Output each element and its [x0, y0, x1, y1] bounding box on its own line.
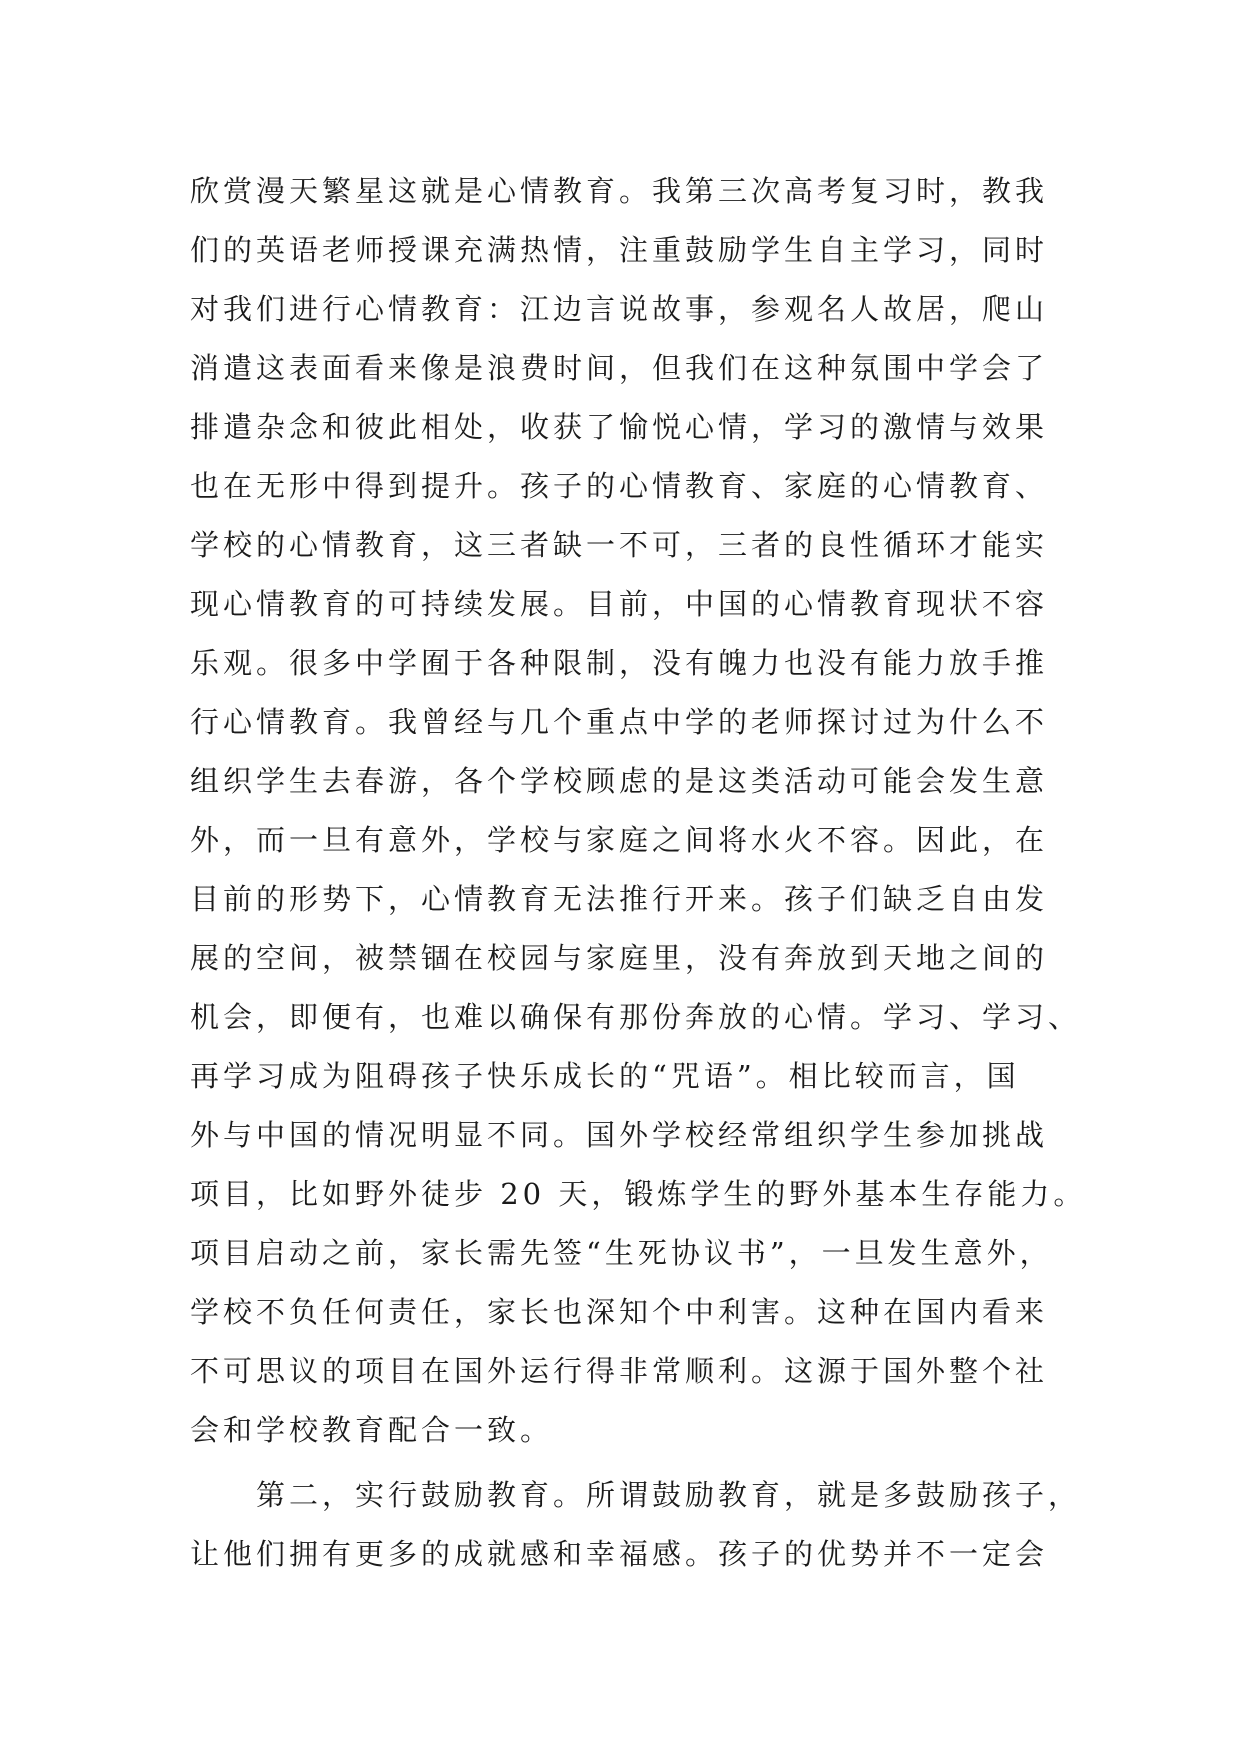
text-line: 学校的心情教育，这三者缺一不可，三者的良性循环才能实 [190, 528, 1049, 562]
text-line: 学校不负任何责任，家长也深知个中利害。这种在国内看来 [190, 1295, 1049, 1329]
text-line: 消遣这表面看来像是浪费时间，但我们在这种氛围中学会了 [190, 351, 1049, 385]
text-line: 外，而一旦有意外，学校与家庭之间将水火不容。因此，在 [190, 823, 1049, 857]
text-line: 让他们拥有更多的成就感和幸福感。孩子的优势并不一定会 [190, 1537, 1049, 1571]
text-line: 现心情教育的可持续发展。目前，中国的心情教育现状不容 [190, 587, 1049, 621]
text-line: 第二，实行鼓励教育。所谓鼓励教育，就是多鼓励孩子， [256, 1478, 1082, 1512]
text-line: 们的英语老师授课充满热情，注重鼓励学生自主学习，同时 [190, 233, 1049, 267]
text-line: 行心情教育。我曾经与几个重点中学的老师探讨过为什么不 [190, 705, 1049, 739]
text-line: 乐观。很多中学囿于各种限制，没有魄力也没有能力放手推 [190, 646, 1049, 680]
text-line: 欣赏漫天繁星这就是心情教育。我第三次高考复习时，教我 [190, 174, 1049, 208]
text-line: 项目启动之前，家长需先签“生死协议书”，一旦发生意外， [190, 1236, 1053, 1270]
paragraph-1 [190, 162, 1087, 1460]
text-line: 机会，即便有，也难以确保有那份奔放的心情。学习、学习、 [190, 1000, 1082, 1034]
text-line: 组织学生去春游，各个学校顾虑的是这类活动可能会发生意 [190, 764, 1049, 798]
text-line: 对我们进行心情教育：江边言说故事，参观名人故居，爬山 [190, 292, 1049, 326]
text-line: 再学习成为阻碍孩子快乐成长的“咒语”。相比较而言，国 [190, 1059, 1020, 1093]
paragraph-2 [190, 1466, 1082, 1584]
text-line: 展的空间，被禁锢在校园与家庭里，没有奔放到天地之间的 [190, 941, 1049, 975]
text-line: 外与中国的情况明显不同。国外学校经常组织学生参加挑战 [190, 1118, 1049, 1152]
text-line: 也在无形中得到提升。孩子的心情教育、家庭的心情教育、 [190, 469, 1049, 503]
text-line: 排遣杂念和彼此相处，收获了愉悦心情，学习的激情与效果 [190, 410, 1049, 444]
document-body [190, 162, 1087, 1584]
text-line: 项目，比如野外徒步 20 天，锻炼学生的野外基本生存能力。 [190, 1177, 1087, 1211]
text-line: 目前的形势下，心情教育无法推行开来。孩子们缺乏自由发 [190, 882, 1049, 916]
text-line: 会和学校教育配合一致。 [190, 1413, 554, 1447]
text-line: 不可思议的项目在国外运行得非常顺利。这源于国外整个社 [190, 1354, 1049, 1388]
